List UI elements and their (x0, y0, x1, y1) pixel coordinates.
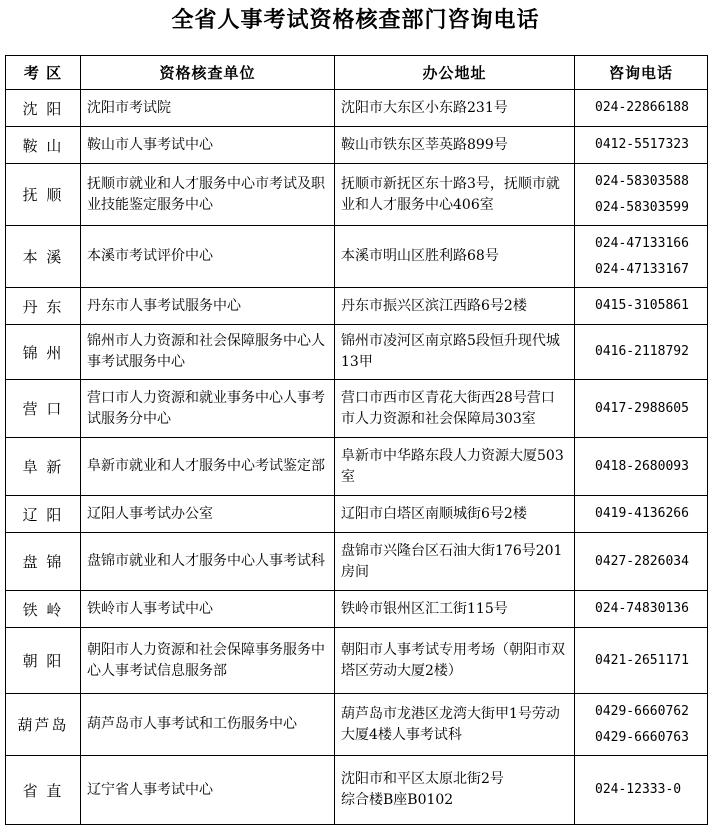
table-row (6, 694, 708, 756)
region-cell: 辽 阳 (6, 496, 81, 533)
address-cell: 沈阳市和平区太原北街2号 综合楼B座B0102 (335, 756, 575, 825)
unit-cell: 丹东市人事考试服务中心 (81, 288, 335, 325)
unit-cell: 铁岭市人事考试中心 (81, 591, 335, 628)
phone-cell (575, 694, 708, 756)
region-cell: 葫芦岛 (6, 694, 81, 756)
phone-number: 024-74830136 (595, 601, 689, 616)
phone-number: 0418-2680093 (595, 458, 689, 474)
phone-cell (575, 533, 708, 591)
region-cell: 丹 东 (6, 288, 81, 325)
address-cell: 葫芦岛市龙港区龙湾大街甲1号劳动大厦4楼人事考试科 (335, 694, 575, 756)
region-cell: 锦 州 (6, 325, 81, 380)
address-cell: 锦州市凌河区南京路5段恒升现代城13甲 (335, 325, 575, 380)
phone-number: 024-47133167 (595, 261, 689, 277)
address-cell: 沈阳市大东区小东路231号 (335, 90, 575, 127)
table-row (6, 288, 708, 325)
table-row (6, 533, 708, 591)
address-cell: 盘锦市兴隆台区石油大街176号201房间 (335, 533, 575, 591)
phone-cell (575, 127, 708, 164)
address-cell: 本溪市明山区胜利路68号 (335, 226, 575, 288)
phone-cell (575, 226, 708, 288)
region-cell: 抚 顺 (6, 164, 81, 226)
unit-cell: 阜新市就业和人才服务中心考试鉴定部 (81, 438, 335, 496)
address-cell: 铁岭市银州区汇工街115号 (335, 591, 575, 628)
phone-cell (575, 380, 708, 438)
unit-cell: 营口市人力资源和就业事务中心人事考试服务分中心 (81, 380, 335, 438)
address-cell: 辽阳市白塔区南顺城街6号2楼 (335, 496, 575, 533)
phone-number: 0421-2651171 (595, 652, 689, 668)
phone-cell (575, 591, 708, 628)
table-row (6, 380, 708, 438)
table-row (6, 325, 708, 380)
region-cell: 阜 新 (6, 438, 81, 496)
table-row (6, 591, 708, 628)
unit-cell: 沈阳市考试院 (81, 90, 335, 127)
phone-cell (575, 496, 708, 533)
address-cell: 鞍山市铁东区莘英路899号 (335, 127, 575, 164)
address-cell: 阜新市中华路东段人力资源大厦503室 (335, 438, 575, 496)
region-cell: 鞍 山 (6, 127, 81, 164)
table-row (6, 127, 708, 164)
unit-cell: 锦州市人力资源和社会保障服务中心人事考试服务中心 (81, 325, 335, 380)
phone-number: 0417-2988605 (595, 400, 689, 416)
table-row (6, 756, 708, 825)
header-address: 办公地址 (335, 56, 575, 90)
unit-cell: 辽宁省人事考试中心 (81, 756, 335, 825)
phone-cell (575, 756, 708, 825)
unit-cell: 葫芦岛市人事考试和工伤服务中心 (81, 694, 335, 756)
table-header-row (6, 56, 708, 90)
region-cell: 本 溪 (6, 226, 81, 288)
header-region: 考 区 (6, 56, 81, 90)
phone-number: 024-12333-0 (595, 782, 682, 797)
region-cell: 省 直 (6, 756, 81, 825)
phone-cell (575, 90, 708, 127)
table-row (6, 226, 708, 288)
phone-cell (575, 288, 708, 325)
header-phone: 咨询电话 (575, 56, 708, 90)
region-cell: 铁 岭 (6, 591, 81, 628)
table-row (6, 164, 708, 226)
unit-cell: 抚顺市就业和人才服务中心市考试及职业技能鉴定服务中心 (81, 164, 335, 226)
unit-cell: 本溪市考试评价中心 (81, 226, 335, 288)
phone-number: 0415-3105861 (595, 298, 689, 313)
phone-cell (575, 438, 708, 496)
phone-number: 0419-4136266 (595, 506, 689, 521)
unit-cell: 盘锦市就业和人才服务中心人事考试科 (81, 533, 335, 591)
region-cell: 朝 阳 (6, 628, 81, 694)
address-cell: 丹东市振兴区滨江西路6号2楼 (335, 288, 575, 325)
table-row (6, 628, 708, 694)
region-cell: 沈 阳 (6, 90, 81, 127)
phone-number: 024-22866188 (595, 100, 689, 115)
phone-number: 024-47133166 (595, 235, 689, 251)
address-cell: 抚顺市新抚区东十路3号，抚顺市就业和人才服务中心406室 (335, 164, 575, 226)
phone-number: 0429-6660763 (595, 729, 689, 745)
region-cell: 盘 锦 (6, 533, 81, 591)
table-row (6, 90, 708, 127)
address-cell: 朝阳市人事考试专用考场（朝阳市双塔区劳动大厦2楼） (335, 628, 575, 694)
phone-number: 024-58303588 (595, 173, 689, 189)
phone-cell (575, 628, 708, 694)
phone-number: 0427-2826034 (595, 553, 689, 569)
phone-number: 0429-6660762 (595, 703, 689, 719)
table-row (6, 438, 708, 496)
contact-table (5, 55, 708, 825)
address-cell: 营口市西市区青花大街西28号营口市人力资源和社会保障局303室 (335, 380, 575, 438)
header-unit: 资格核查单位 (81, 56, 335, 90)
phone-cell (575, 325, 708, 380)
phone-number: 0416-2118792 (595, 344, 689, 359)
unit-cell: 辽阳人事考试办公室 (81, 496, 335, 533)
phone-cell (575, 164, 708, 226)
region-cell: 营 口 (6, 380, 81, 438)
phone-number: 024-58303599 (595, 199, 689, 215)
unit-cell: 朝阳市人力资源和社会保障事务服务中心人事考试信息服务部 (81, 628, 335, 694)
phone-number: 0412-5517323 (595, 137, 689, 152)
page-title: 全省人事考试资格核查部门咨询电话 (171, 7, 540, 33)
table-row (6, 496, 708, 533)
unit-cell: 鞍山市人事考试中心 (81, 127, 335, 164)
